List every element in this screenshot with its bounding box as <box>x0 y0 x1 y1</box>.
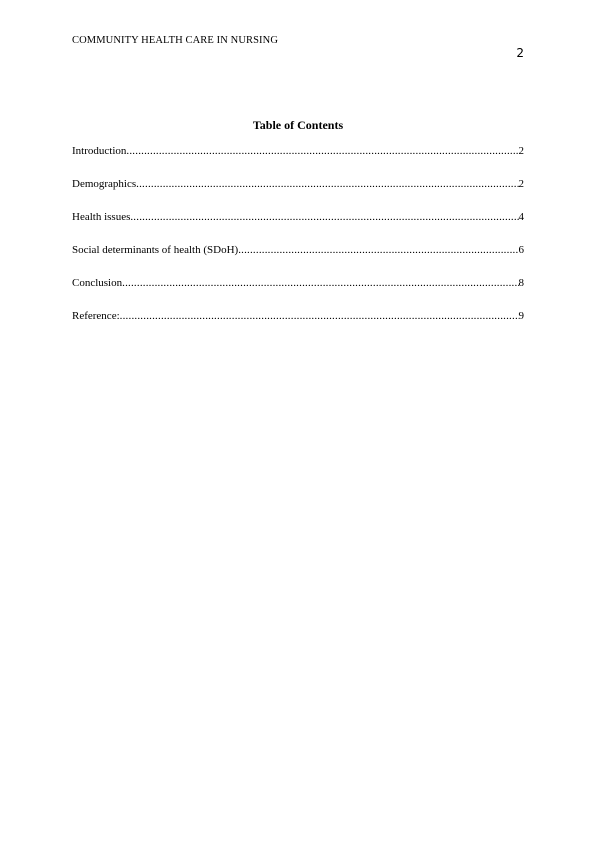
toc-entry-label: Demographics <box>72 178 137 190</box>
toc-dot-leader <box>238 244 518 256</box>
toc-entry-page: 2 <box>518 178 524 190</box>
toc-dot-leader <box>122 277 518 289</box>
toc-entry-health-issues[interactable] <box>72 211 524 244</box>
toc-entry-page: 4 <box>518 211 524 223</box>
toc-entry-reference[interactable] <box>72 310 524 343</box>
toc-entry-page: 8 <box>518 277 524 289</box>
running-head: COMMUNITY HEALTH CARE IN NURSING <box>72 35 279 46</box>
toc-entry-demographics[interactable] <box>72 178 524 211</box>
toc-title: Table of Contents <box>252 118 344 132</box>
toc-dot-leader <box>136 178 518 190</box>
toc-entry-page: 2 <box>518 145 524 157</box>
toc-dot-leader <box>120 310 519 322</box>
toc-entry-page: 6 <box>518 244 524 256</box>
toc-entry-label: Conclusion <box>72 277 123 289</box>
page-number: 2 <box>516 46 524 60</box>
table-of-contents <box>72 145 524 343</box>
toc-entry-label: Introduction <box>72 145 127 157</box>
toc-entry-conclusion[interactable] <box>72 277 524 310</box>
toc-dot-leader <box>126 145 518 157</box>
toc-entry-introduction[interactable] <box>72 145 524 178</box>
toc-entry-label: Health issues <box>72 211 131 223</box>
toc-entry-social-determinants[interactable] <box>72 244 524 277</box>
toc-dot-leader <box>130 211 518 223</box>
toc-entry-label: Social determinants of health (SDoH) <box>72 244 239 256</box>
toc-entry-label: Reference: <box>72 310 120 322</box>
toc-entry-page: 9 <box>518 310 524 322</box>
